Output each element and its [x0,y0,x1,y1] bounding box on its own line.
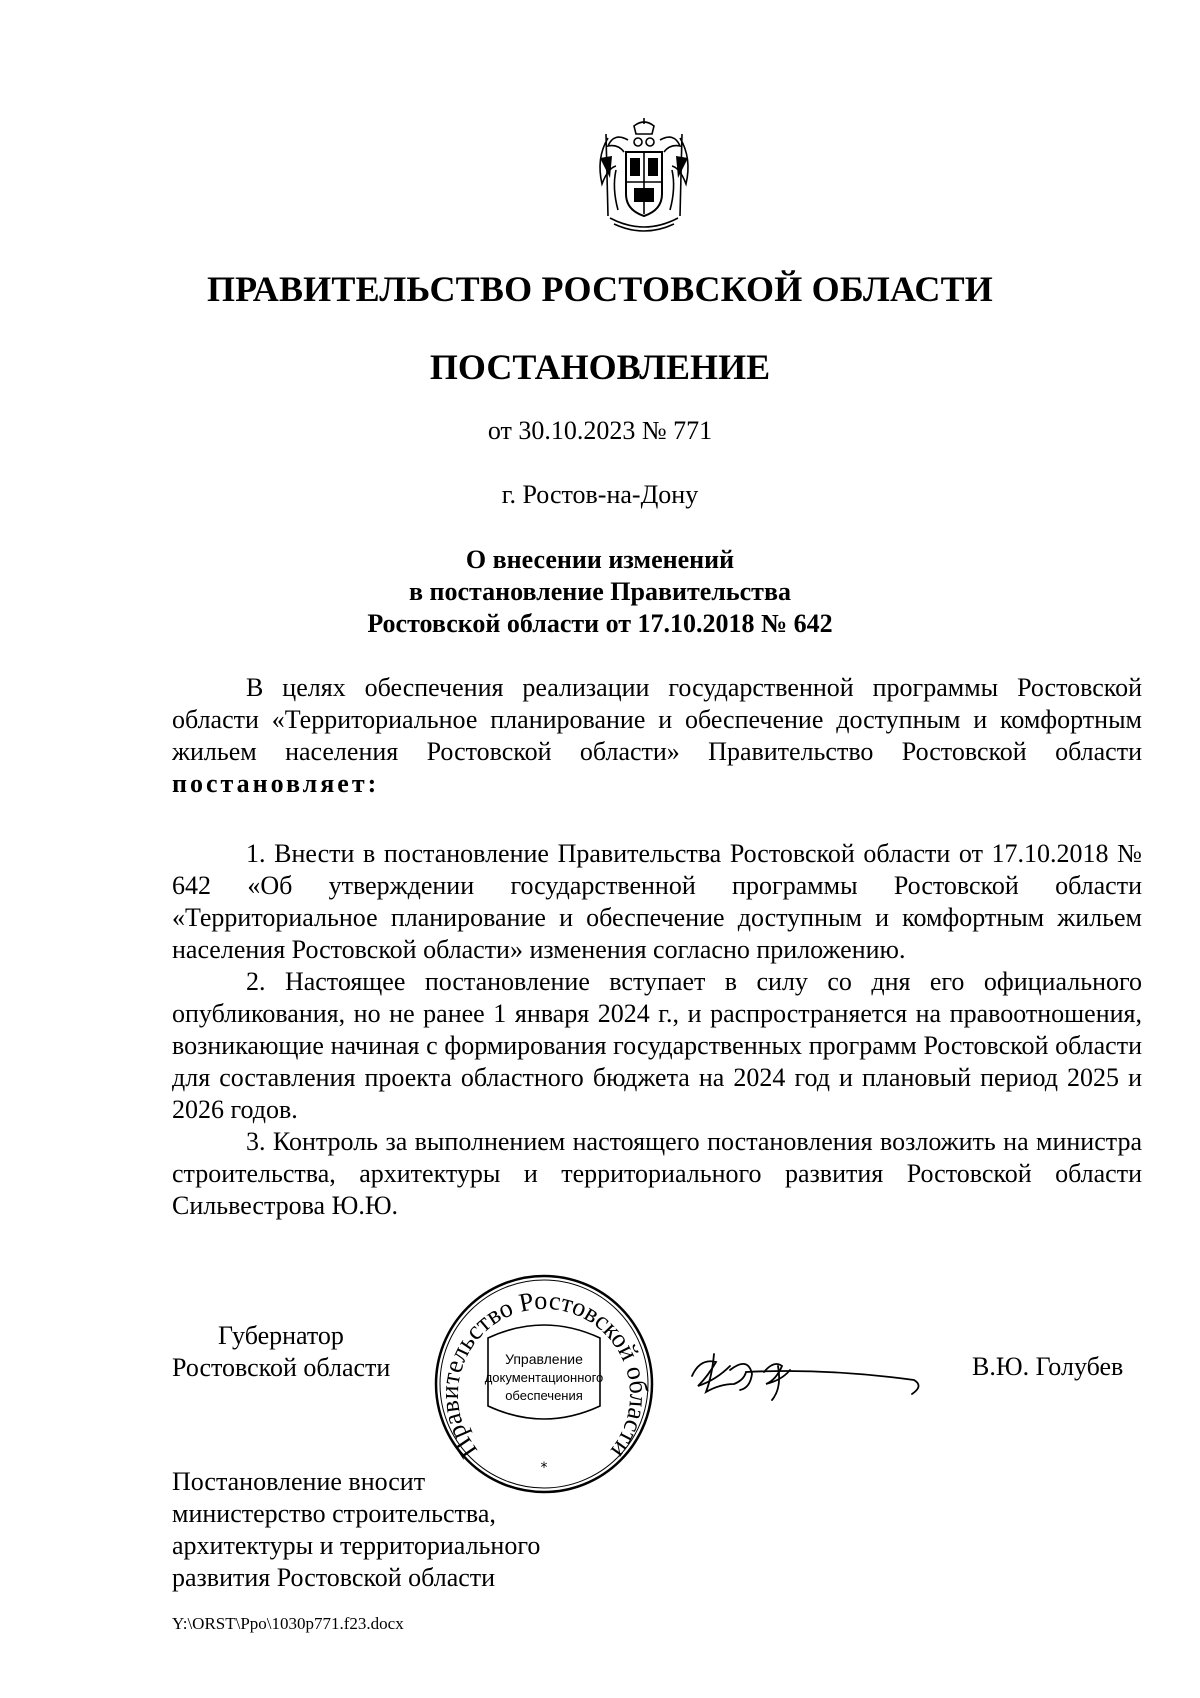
official-stamp [432,1272,656,1496]
document-type: ПОСТАНОВЛЕНИЕ [429,347,771,387]
document-subject [0,544,1200,640]
subject-line: О внесении изменений [465,545,735,574]
stamp-inner-line: Управление [505,1351,583,1367]
originator-line: архитектуры и территориального [172,1531,541,1560]
stamp-outer-text: Правительство Ростовской области [434,1285,654,1465]
preamble [172,672,1142,800]
signatory-name: В.Ю. Голубев [972,1352,1124,1381]
preamble-text: В целях обеспечения реализации государственной программы Ростовской области «Территориальное планирование и обеспечение доступным и комфортным жильем населения Ростовской области» Правительство Ростовской области [172,673,1142,766]
resolution-items [172,838,1142,1222]
stamp-inner-line: обеспечения [505,1388,583,1403]
resolution-item: 2. Настоящее постановление вступает в силу со дня его официального опубликования, но не ранее 1 января 2024 г., и распространяется на правоотношения, возникающие начиная с формирования государственных программ Ростовской области для составления проекта областного бюджета на 2024 год и плановый период 2025 и 2026 годов. [172,967,1142,1124]
signatory-position-line: Губернатор [218,1321,344,1350]
subject-line: Ростовской области от 17.10.2018 № 642 [367,609,833,638]
document-date-number: от 30.10.2023 № 771 [487,416,713,445]
handwritten-signature [686,1336,926,1410]
originator-line: развития Ростовской области [172,1563,496,1592]
government-title: ПРАВИТЕЛЬСТВО РОСТОВСКОЙ ОБЛАСТИ [206,269,994,309]
originator-line: министерство строительства, [172,1499,496,1528]
stamp-inner-line: документационного [484,1370,604,1385]
signatory-position [172,1320,390,1384]
svg-text:*: * [540,1460,548,1476]
originator-note [172,1466,540,1594]
resolution-item: 3. Контроль за выполнением настоящего постановления возложить на министра строительства, архитектуры и территориального развития Ростовской области Сильвестрова Ю.Ю. [172,1127,1142,1220]
resolution-item: 1. Внести в постановление Правительства Ростовской области от 17.10.2018 № 642 «Об утверждении государственной программы Ростовской области «Территориальное планирование и обеспечение доступным и комфортным жильем населения Ростовской области» изменения согласно приложению. [172,839,1142,964]
file-path: Y:\ORST\Ppo\1030p771.f23.docx [172,1614,404,1633]
subject-line: в постановление Правительства [408,577,791,606]
signatory-position-line: Ростовской области [172,1353,391,1382]
preamble-emphasis: постановляет: [172,769,380,798]
document-city: г. Ростов-на-Дону [501,480,699,509]
originator-line: Постановление вносит [172,1467,426,1496]
preamble-paragraph [172,672,1142,800]
coat-of-arms-icon [594,118,694,236]
